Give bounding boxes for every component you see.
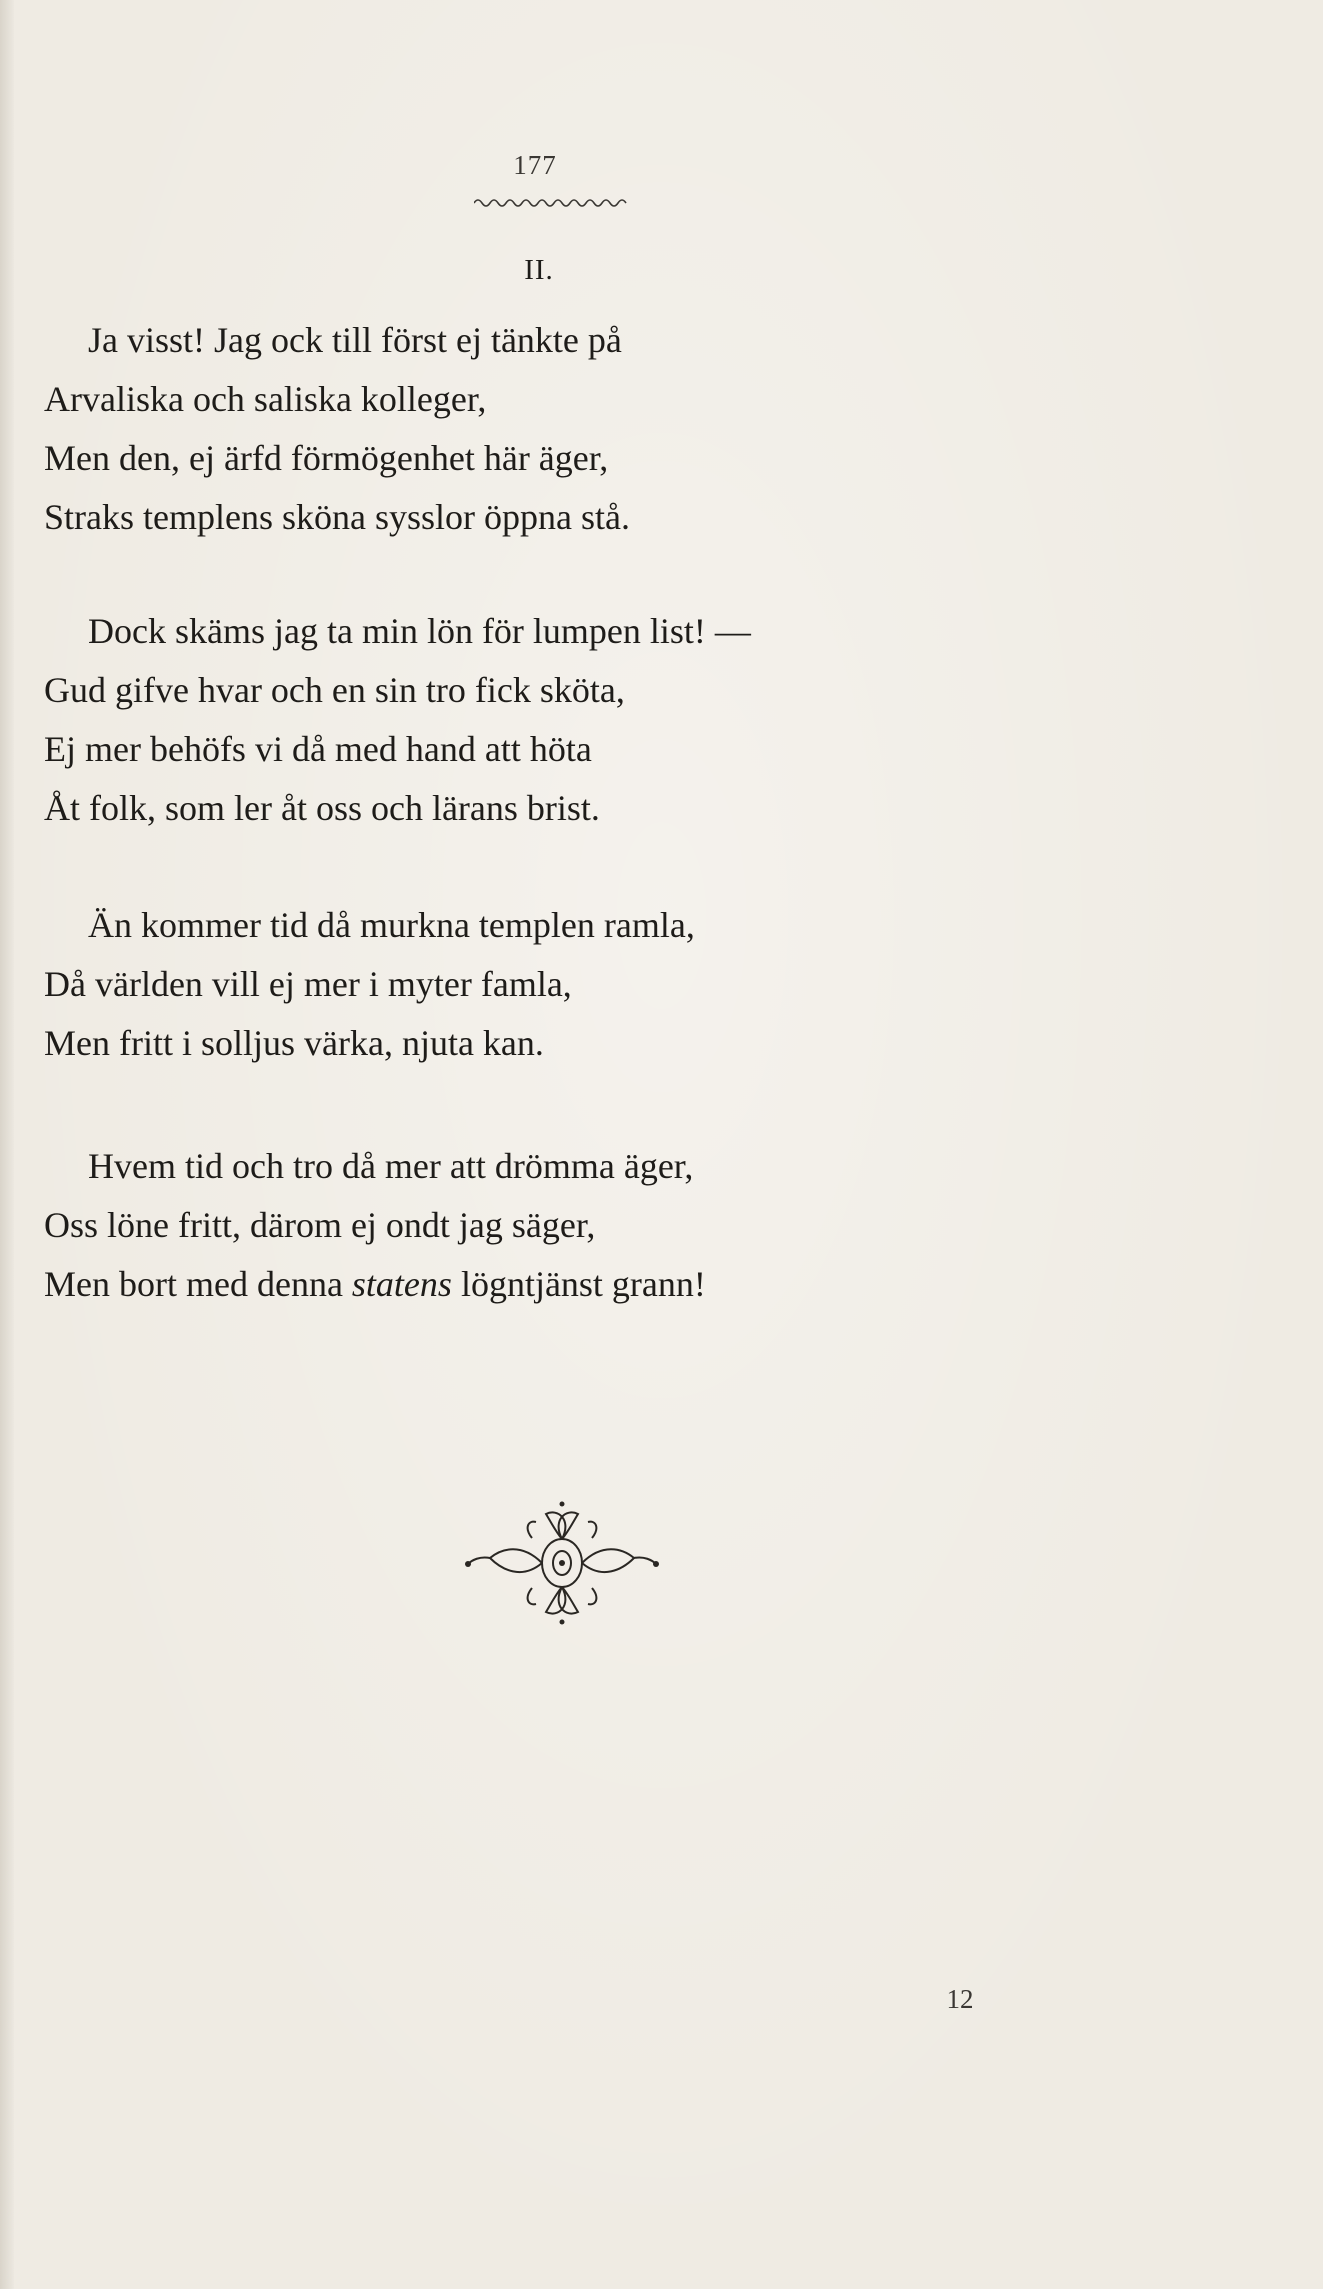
page-number: 177	[513, 150, 557, 180]
verse-line: Hvem tid och tro då mer att drömma äger,	[88, 1146, 694, 1186]
verse-line: Åt folk, som ler åt oss och lärans brist.	[44, 788, 600, 828]
verse-line: Men fritt i solljus värka, njuta kan.	[44, 1023, 544, 1063]
verse-line: Dock skäms jag ta min lön för lumpen list! —	[88, 611, 751, 651]
verse-line: Än kommer tid då murkna templen ramla,	[88, 905, 695, 945]
verse-line: Straks templens sköna sysslor öppna stå.	[44, 497, 630, 537]
verse-line: Men den, ej ärfd förmögenhet här äger,	[44, 438, 609, 478]
verse-line: Arvaliska och saliska kolleger,	[44, 379, 487, 419]
verse-line: Oss löne fritt, därom ej ondt jag säger,	[44, 1205, 596, 1245]
verse-line: Då världen vill ej mer i myter famla,	[44, 964, 572, 1004]
signature-mark: 12	[946, 1984, 974, 2014]
floral-ornament-icon	[462, 1498, 662, 1628]
verse-line: Gud gifve hvar och en sin tro fick sköta,	[44, 670, 625, 710]
stanza-1	[44, 311, 1044, 547]
stanza-3	[44, 896, 1044, 1073]
stanza-4	[44, 1137, 1044, 1314]
verse-line	[44, 1255, 1044, 1314]
section-numeral: II.	[524, 254, 554, 286]
verse-line: Ja visst! Jag ock till först ej tänkte på	[88, 320, 622, 360]
verse-line: Ej mer behöfs vi då med hand att höta	[44, 729, 592, 769]
verse-text: lögntjänst grann!	[451, 1264, 706, 1304]
page-edge	[0, 0, 14, 2289]
stanza-2	[44, 602, 1044, 838]
wavy-rule-ornament	[474, 196, 630, 210]
italic-word: statens	[351, 1264, 452, 1304]
verse-text: Men bort med denna	[44, 1264, 352, 1304]
